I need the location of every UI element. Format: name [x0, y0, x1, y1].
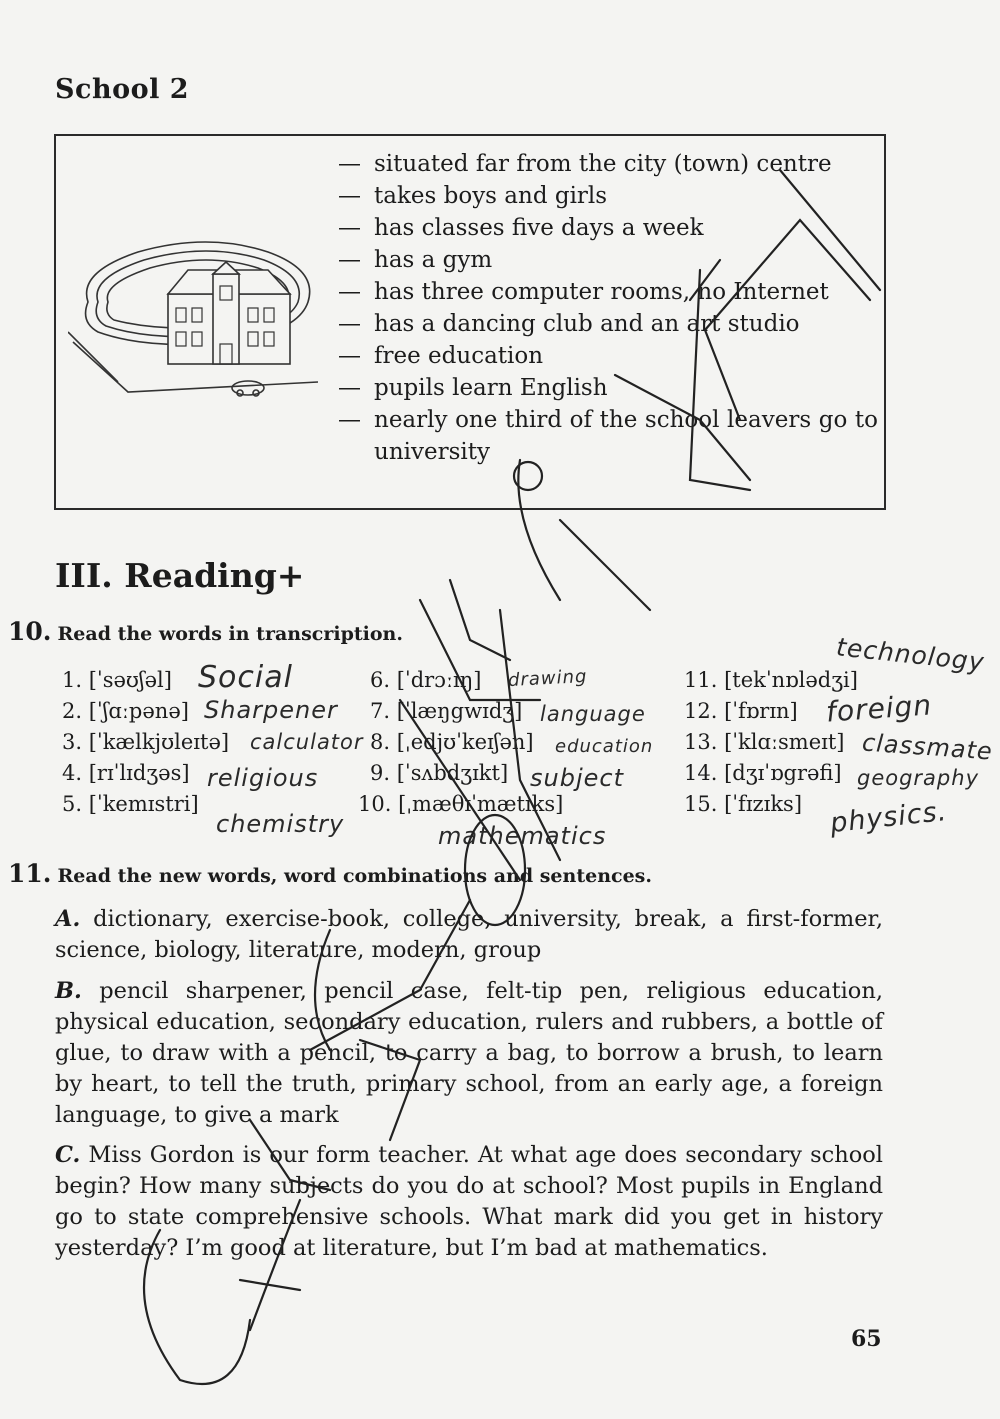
transcription-3: 3. [ˈkælkjʊleɪtə] — [62, 730, 230, 754]
school-heading: School 2 — [55, 74, 190, 105]
feature-item: — pupils learn English — [338, 375, 608, 401]
section-title: III. Reading+ — [55, 556, 305, 595]
handwritten-answer-12: foreign — [824, 688, 934, 729]
handwritten-answer-10: mathematics — [438, 822, 607, 850]
transcription-10: 10. [ˌmæθɪˈmætɪks] — [358, 792, 564, 816]
handwritten-answer-6: drawing — [507, 665, 588, 692]
feature-item: — takes boys and girls — [338, 183, 608, 209]
transcription-14: 14. [dʒɪˈɒgrəfi] — [684, 761, 842, 785]
transcription-11: 11. [tekˈnɒlədʒi] — [684, 668, 858, 692]
exercise-11-part-a: A. dictionary, exercise-book, college, university, break, a first-former, science, biology, literature, modern, group — [55, 906, 883, 963]
handwritten-answer-1: Social — [198, 660, 293, 695]
handwritten-answer-4: religious — [207, 764, 319, 792]
feature-item: — has three computer rooms, no Internet — [338, 279, 829, 305]
transcription-2: 2. [ˈʃɑːpənə] — [62, 699, 189, 723]
handwritten-answer-2: Sharpener — [204, 696, 338, 724]
transcription-4: 4. [rɪˈlɪdʒəs] — [62, 761, 190, 785]
handwritten-answer-11: technology — [834, 632, 986, 677]
transcription-15: 15. [ˈfɪzɪks] — [684, 792, 803, 816]
school-illustration — [68, 232, 330, 404]
transcription-8: 8. [ˌedjʊˈkeɪʃən] — [370, 730, 534, 754]
transcription-7: 7. [ˈlæŋgwɪdʒ] — [370, 699, 523, 723]
handwritten-answer-5: chemistry — [216, 810, 345, 838]
transcription-1: 1. [ˈsəʊʃəl] — [62, 668, 172, 692]
feature-item: — nearly one third of the school leavers go to university — [338, 407, 878, 465]
exercise-11-part-c: C. Miss Gordon is our form teacher. At what age does secondary school begin? How many subjects do you do at school? Most pupils in England go to state comprehensive schools. What mark did you get in history yesterday? I’m good at literature, but I’m bad at mathematics. — [55, 1142, 883, 1261]
feature-item: — has classes five days a week — [338, 215, 704, 241]
feature-item: — free education — [338, 343, 544, 369]
handwritten-answer-7: language — [540, 702, 646, 726]
feature-item: — has a dancing club and an art studio — [338, 311, 800, 337]
handwritten-answer-14: geography — [857, 766, 979, 790]
handwritten-answer-15: physics. — [828, 795, 949, 840]
handwritten-answer-8: education — [555, 736, 654, 757]
page-number: 65 — [851, 1326, 882, 1352]
handwritten-answer-13: classmate — [861, 728, 994, 766]
transcription-13: 13. [ˈklɑːsmeɪt] — [684, 730, 845, 754]
transcription-12: 12. [ˈfɒrɪn] — [684, 699, 798, 723]
feature-item: — has a gym — [338, 247, 493, 273]
handwritten-answer-9: subject — [530, 764, 624, 792]
transcription-9: 9. [ˈsʌbdʒɪkt] — [370, 761, 509, 785]
handwritten-answer-3: calculator — [250, 730, 364, 754]
feature-item: — situated far from the city (town) centre — [338, 151, 832, 177]
exercise-11-title: 11. Read the new words, word combinations and sentences. — [8, 859, 652, 888]
exercise-10-title: 10. Read the words in transcription. — [8, 617, 403, 646]
exercise-11-part-b: B. pencil sharpener, pencil case, felt-tip pen, religious education, physical education, secondary education, rulers and rubbers, a bottle of glue, to draw with a pencil, to carry a bag, to borrow a brush, to learn by heart, to tell the truth, primary school, from an early age, a foreign language, to give a mark — [55, 978, 883, 1128]
transcription-6: 6. [ˈdrɔːɪŋ] — [370, 668, 482, 692]
transcription-5: 5. [ˈkemɪstri] — [62, 792, 199, 816]
school-features-list — [338, 148, 878, 468]
